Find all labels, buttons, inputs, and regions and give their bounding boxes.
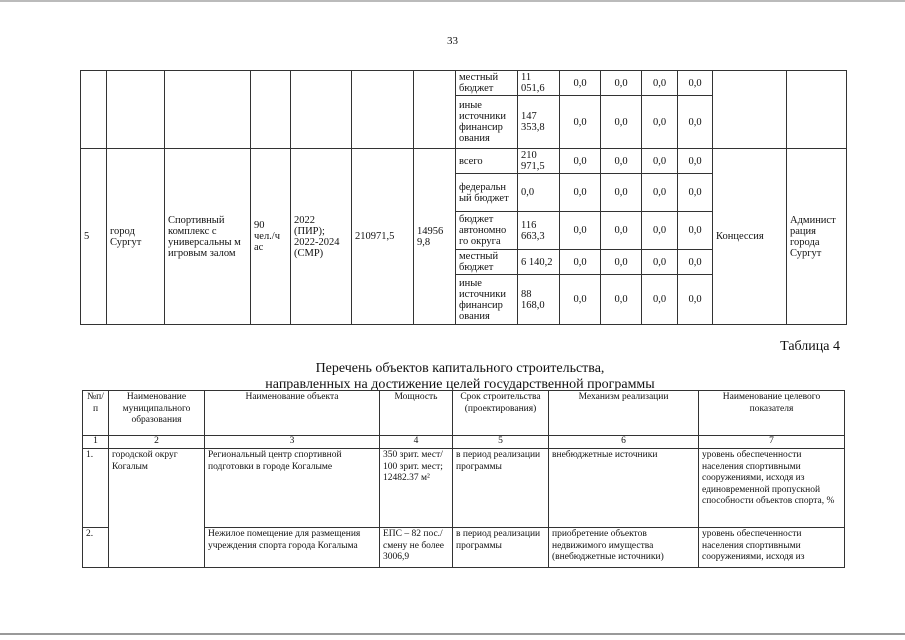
value-cell: 0,0 <box>560 96 601 149</box>
value-cell: 0,0 <box>560 71 601 96</box>
header-row <box>83 391 845 436</box>
financing-amount: 147 353,8 <box>518 96 560 149</box>
title-line-2: направленных на достижение целей государственной программы <box>265 377 655 392</box>
document-title <box>180 361 740 393</box>
row-number: 2. <box>83 528 109 568</box>
value-cell: 0,0 <box>678 149 713 174</box>
table-label: Таблица 4 <box>780 339 840 354</box>
value-cell: 0,0 <box>642 96 678 149</box>
table-row <box>81 71 847 96</box>
header-object: Наименование объекта <box>205 391 380 436</box>
value-cell: 0,0 <box>642 149 678 174</box>
value-cell: 0,0 <box>678 275 713 325</box>
object-capacity: 90 чел./ч ас <box>251 149 291 325</box>
value-cell: 0,0 <box>560 250 601 275</box>
title-line-1: Перечень объектов капитального строительства, <box>315 361 605 376</box>
value-cell: 0,0 <box>601 275 642 325</box>
row-capacity: ЕПС – 82 пос./смену не более 3006,9 <box>380 528 453 568</box>
row-period: в период реализации программы <box>453 449 549 528</box>
row-mechanism: внебюджетные источники <box>549 449 699 528</box>
value-cell: 0,0 <box>642 212 678 250</box>
scan-edge-bottom <box>0 633 905 635</box>
value-cell: 0,0 <box>642 71 678 96</box>
financing-table <box>80 70 847 325</box>
value-cell: 0,0 <box>560 212 601 250</box>
value-cell: 0,0 <box>601 149 642 174</box>
financing-amount: 0,0 <box>518 174 560 212</box>
row-municipality: городской округ Когалым <box>109 449 205 568</box>
value-cell: 0,0 <box>642 250 678 275</box>
scan-edge-top <box>0 0 905 2</box>
capital-objects-table <box>82 390 845 568</box>
object-number: 5 <box>81 149 107 325</box>
object-name: Спортивный комплекс с универсальны м игровым залом <box>165 149 251 325</box>
object-municipality: город Сургут <box>107 149 165 325</box>
financing-amount: 116 663,3 <box>518 212 560 250</box>
value-cell: 0,0 <box>678 174 713 212</box>
table-row <box>83 449 845 528</box>
value-cell: 0,0 <box>601 174 642 212</box>
financing-amount: 88 168,0 <box>518 275 560 325</box>
row-object: Региональный центр спортивной подготовки в городе Когалыме <box>205 449 380 528</box>
financing-source: всего <box>456 149 518 174</box>
header-capacity: Мощность <box>380 391 453 436</box>
object-remainder: 14956 9,8 <box>414 149 456 325</box>
header-indicator: Наименование целевого показателя <box>699 391 845 436</box>
header-mechanism: Механизм реализации <box>549 391 699 436</box>
header-municipality: Наименование муниципального образования <box>109 391 205 436</box>
row-indicator: уровень обеспеченности населения спортивными сооружениями, исходя из единовременной пропускной способности объектов спорта, % <box>699 449 845 528</box>
table-row <box>81 149 847 174</box>
value-cell: 0,0 <box>678 212 713 250</box>
value-cell: 0,0 <box>678 96 713 149</box>
column-number: 7 <box>699 436 845 449</box>
value-cell: 0,0 <box>601 96 642 149</box>
value-cell: 0,0 <box>601 71 642 96</box>
financing-source: федеральн ый бюджет <box>456 174 518 212</box>
object-period: 2022 (ПИР); 2022-2024 (СМР) <box>291 149 352 325</box>
object-mechanism: Концессия <box>713 149 787 325</box>
column-number: 4 <box>380 436 453 449</box>
row-object: Нежилое помещение для размещения учреждения спорта города Когалыма <box>205 528 380 568</box>
object-cost: 210971,5 <box>352 149 414 325</box>
financing-source: местный бюджет <box>456 71 518 96</box>
financing-amount: 11 051,6 <box>518 71 560 96</box>
row-period: в период реализации программы <box>453 528 549 568</box>
page-number: 33 <box>447 35 458 47</box>
column-number: 1 <box>83 436 109 449</box>
value-cell: 0,0 <box>678 71 713 96</box>
financing-source: бюджет автономно го округа <box>456 212 518 250</box>
value-cell: 0,0 <box>560 149 601 174</box>
object-responsible: Админист рация города Сургут <box>787 149 847 325</box>
financing-amount: 210 971,5 <box>518 149 560 174</box>
column-number: 3 <box>205 436 380 449</box>
row-mechanism: приобретение объектов недвижимого имущества (внебюджетные источники) <box>549 528 699 568</box>
value-cell: 0,0 <box>560 174 601 212</box>
header-number: №п/п <box>83 391 109 436</box>
financing-source: иные источники финансир ования <box>456 96 518 149</box>
value-cell: 0,0 <box>560 275 601 325</box>
value-cell: 0,0 <box>678 250 713 275</box>
financing-amount: 6 140,2 <box>518 250 560 275</box>
header-period: Срок строительства (проектирования) <box>453 391 549 436</box>
value-cell: 0,0 <box>601 250 642 275</box>
value-cell: 0,0 <box>642 275 678 325</box>
row-indicator: уровень обеспеченности населения спортивными сооружениями, исходя из <box>699 528 845 568</box>
row-number: 1. <box>83 449 109 528</box>
column-number: 2 <box>109 436 205 449</box>
column-number-row <box>83 436 845 449</box>
row-capacity: 350 зрит. мест/ 100 зрит. мест; 12482.37 м² <box>380 449 453 528</box>
value-cell: 0,0 <box>601 212 642 250</box>
column-number: 5 <box>453 436 549 449</box>
column-number: 6 <box>549 436 699 449</box>
financing-source: иные источники финансир ования <box>456 275 518 325</box>
financing-source: местный бюджет <box>456 250 518 275</box>
value-cell: 0,0 <box>642 174 678 212</box>
